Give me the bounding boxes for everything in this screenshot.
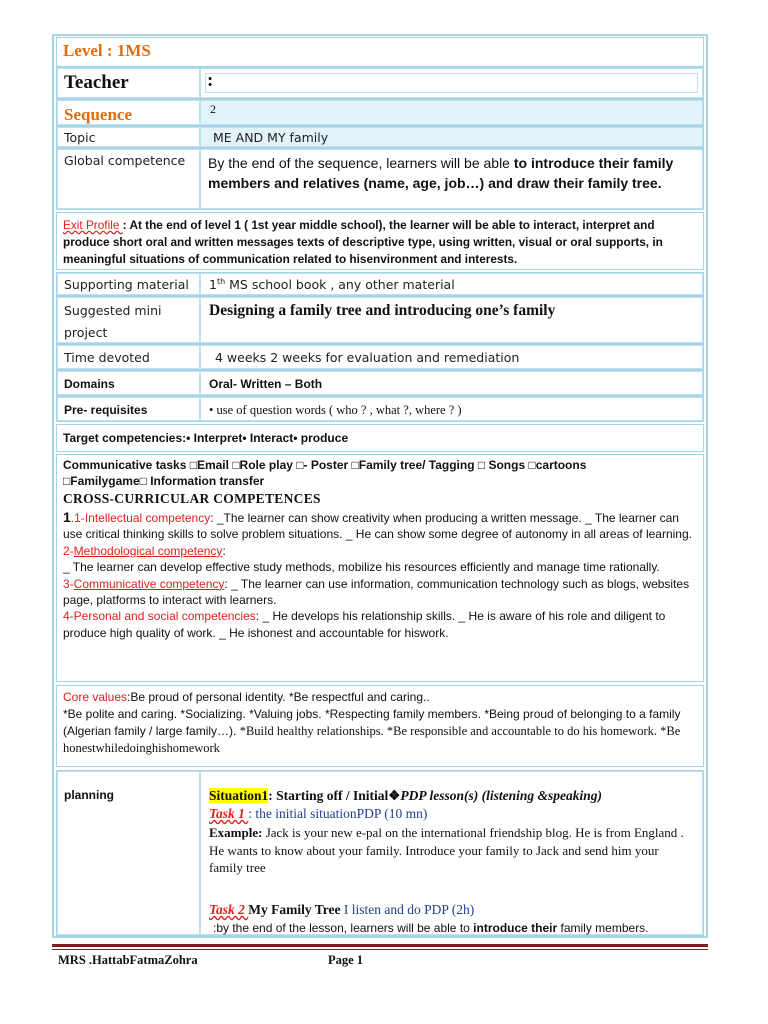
cross-curricular-heading: CROSS-CURRICULAR COMPETENCES: [63, 491, 321, 506]
competency-2-text: _ The learner can develop effective study methods, mobilize his resources efficiently and manage time rationally.: [63, 560, 660, 575]
time-devoted-value-cell: [200, 345, 703, 369]
prerequisites-value-cell: [200, 397, 703, 421]
sequence-value-cell: [200, 100, 703, 125]
planning-row: [56, 770, 704, 936]
domains-row: [56, 370, 704, 396]
exit-profile-text: Exit Profile : At the end of level 1 ( 1st year middle school), the learner will be able to interact, interpret and produce short oral and written messages texts of descriptive type, using written, visual or oral supports, in meaningful situations of communication related to hisenvironment and interests.: [63, 218, 663, 266]
footer-author: MRS .HattabFatmaZohra: [58, 953, 198, 967]
domains-value: Oral- Written – Both: [209, 377, 323, 391]
competency-4: 4-Personal and social competencies: _ He develops his relationship skills. _ He is aware of his role and diligent to produce high quality of work. _ He ishonest and accountable for hiswork.: [63, 609, 666, 640]
global-competence-label: Global competence: [64, 153, 186, 168]
teacher-label-cell: [57, 68, 200, 98]
communicative-tasks-row: [56, 454, 704, 682]
domains-label: Domains: [64, 377, 115, 391]
task-2-line: Task 2 My Family Tree I listen and do PDP (2h): [209, 902, 475, 917]
time-devoted-value: 4 weeks 2 weeks for evaluation and remediation: [215, 350, 520, 365]
competency-3: 3-Communicative competency: _ The learner can use information, communication technology such as blogs, websites page, platforms to interact with learners.: [63, 576, 690, 608]
sequence-row: [56, 99, 704, 126]
exit-profile-label: Exit Profile: [63, 218, 123, 232]
mini-project-label-1: Suggested mini: [64, 303, 162, 318]
time-devoted-row: [56, 344, 704, 370]
global-competence-value-cell: [200, 149, 703, 209]
communicative-tasks-line-2: □Familygame□ Information transfer: [63, 474, 265, 488]
prerequisites-row: [56, 396, 704, 422]
topic-value-cell: [200, 127, 703, 147]
target-competencies-row: [56, 424, 704, 452]
global-competence-row: [56, 148, 704, 210]
situation-line: Situation1: Starting off / Initial❖PDP lesson(s) (listening &speaking): [209, 788, 603, 803]
teacher-row: [56, 67, 704, 99]
supporting-material-value: 1th MS school book , any other material: [209, 277, 455, 293]
core-values-row: [56, 685, 704, 767]
time-devoted-label: Time devoted: [64, 350, 150, 365]
teacher-value-cell: [200, 68, 703, 98]
supporting-material-label: Supporting material: [64, 277, 189, 292]
prerequisites-label-cell: [57, 397, 200, 421]
communicative-tasks-line-1: Communicative tasks □Email □Role play □- Poster □Family tree/ Tagging □ Songs □cartoons: [63, 458, 587, 472]
competency-1: 1.1-Intellectual competency: _The learner can show creativity when producing a written message. _ The learner can use critical thinking skills to solve problem situations. _ He can show some degree of autonomy in all areas of learning.: [63, 509, 692, 542]
mini-project-label-2: project: [64, 325, 108, 340]
supporting-material-value-cell: [200, 273, 703, 295]
topic-label: Topic: [64, 130, 96, 145]
teacher-label: Teacher: [64, 72, 129, 93]
planning-label: planning: [64, 788, 114, 802]
prerequisites-value: • use of question words ( who ? , what ?, where ? ): [209, 403, 462, 417]
mini-project-row: [56, 296, 704, 344]
sequence-value: 2: [210, 102, 216, 116]
domains-label-cell: [57, 371, 200, 395]
supporting-material-label-cell: [57, 273, 200, 295]
sequence-label: Sequence: [64, 105, 132, 124]
footer-page-number: Page 1: [328, 953, 364, 967]
exit-profile-row: [56, 212, 704, 270]
global-competence-label-cell: [57, 149, 200, 209]
topic-label-cell: [57, 127, 200, 147]
level-label: Level : 1MS: [63, 41, 151, 60]
planning-label-cell: [57, 771, 200, 935]
mini-project-label-cell: [57, 297, 200, 343]
topic-value: ME AND MY family: [213, 130, 329, 145]
teacher-value: :: [207, 70, 214, 91]
lesson-objective-line: :by the end of the lesson, learners will be able to introduce their family members.: [213, 921, 649, 935]
competency-2: 2-Methodological competency:: [63, 543, 226, 558]
target-competencies-text: Target competencies:• Interpret• Interact• produce: [63, 431, 349, 445]
topic-row: [56, 126, 704, 148]
task-1-line: Task 1 : the initial situationPDP (10 mn): [209, 806, 428, 821]
footer-rule-thick: [52, 944, 708, 947]
global-competence-text: By the end of the sequence, learners will be able to introduce their family members and relatives (name, age, job…) and draw their family tree.: [208, 155, 674, 191]
supporting-material-row: [56, 272, 704, 296]
time-devoted-label-cell: [57, 345, 200, 369]
sequence-label-cell: [57, 100, 200, 125]
mini-project-value-cell: [200, 297, 703, 343]
mini-project-value: Designing a family tree and introducing one’s family: [209, 302, 556, 319]
example-text: Example: Jack is your new e-pal on the international friendship blog. He is from England . He wants to know about your family. Introduce your family to Jack and send him your family tree: [209, 825, 684, 875]
cross-curricular-body: [63, 509, 699, 641]
core-values-text: Core values:Be proud of personal identity. *Be respectful and caring.. *Be polite and caring. *Socializing. *Valuing jobs. *Respecting family members. *Being proud of belonging to a family (Algerian family / large family…). *Build healthy relationships. *Be responsible and accountable to do his homework. *Be honestwhiledoinghishomework: [63, 690, 681, 755]
planning-content-cell: [200, 771, 703, 935]
level-row: [56, 37, 704, 67]
prerequisites-label: Pre- requisites: [64, 403, 148, 417]
footer-rule-thin: [52, 949, 708, 950]
domains-value-cell: [200, 371, 703, 395]
